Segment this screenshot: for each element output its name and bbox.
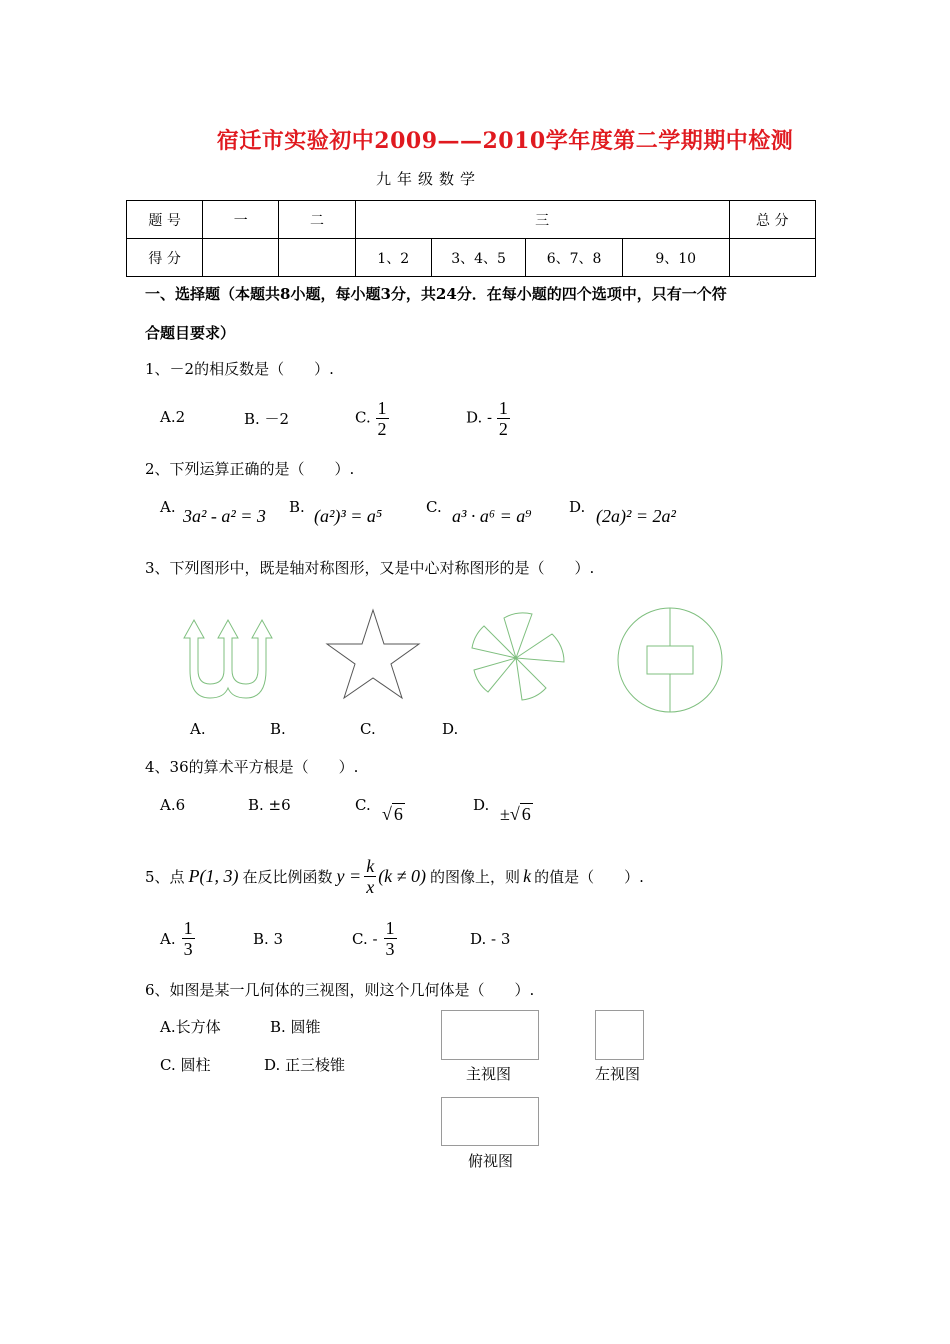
cell-score-1: [203, 239, 279, 277]
score-table: [126, 200, 816, 277]
radicand: 6: [521, 804, 531, 824]
q5-option-d: D. - 3: [470, 930, 511, 948]
section-heading-line2: 合题目要求）: [145, 324, 236, 342]
q5-stem-mid: 在反比例函数: [242, 868, 333, 886]
q5-stem: [145, 856, 644, 897]
cell-part-4: 9、10: [622, 239, 729, 277]
q3-label-c: C.: [360, 720, 376, 738]
q1-option-c-fraction: [376, 398, 389, 439]
q2-option-a-expr: 3a² - a² = 3: [183, 506, 266, 526]
q2-stem: 2、下列运算正确的是（ ）.: [145, 460, 355, 478]
section-heading-line1: 一、选择题（本题共8小题，每小题3分，共24分．在每小题的四个选项中，只有一个符: [145, 285, 727, 303]
q5-stem-post: 的值是（ ）.: [534, 868, 644, 886]
q1-option-d: [466, 398, 510, 439]
q5-point: P(1, 3): [188, 866, 239, 886]
top-view-label: 俯视图: [468, 1152, 514, 1170]
cell-total: 总 分: [729, 201, 815, 239]
q2-option-c-label: C.: [426, 498, 442, 516]
cell-section-2: 二: [279, 201, 355, 239]
q5-option-c: [352, 918, 397, 959]
q6-option-d: D. 正三棱锥: [264, 1056, 346, 1074]
q4-option-c-sqrt: √ 6: [382, 804, 403, 824]
q3-label-d: D.: [442, 720, 459, 738]
q5-option-c-fraction: [384, 918, 397, 959]
score-table-score-row: [127, 239, 816, 277]
front-view-rectangle: [441, 1010, 539, 1060]
q1-option-d-fraction: [497, 398, 510, 439]
q6-option-c: C. 圆柱: [160, 1056, 211, 1074]
q1-option-c-label: C.: [355, 408, 371, 427]
q5-option-a-label: A.: [160, 929, 176, 948]
q2-option-c-expr: a³ · a⁶ = a⁹: [452, 506, 532, 526]
left-view-label: 左视图: [595, 1065, 641, 1083]
q5-k: k: [523, 866, 532, 886]
q5-func-fraction: [364, 856, 376, 897]
figure-b-star-icon: [327, 610, 419, 698]
q4-option-d-label: D.: [473, 796, 490, 814]
figure-a-arrows-icon: [184, 620, 272, 698]
frac-numerator: 1: [498, 398, 508, 418]
q2-option-d-label: D.: [569, 498, 586, 516]
q6-stem: 6、如图是某一几何体的三视图，则这个几何体是（ ）.: [145, 981, 535, 999]
cell-part-3: 6、7、8: [526, 239, 623, 277]
frac-denominator: x: [366, 877, 375, 897]
score-table-header-row: [127, 201, 816, 239]
q5-option-b: B. 3: [253, 930, 284, 948]
cell-score-total: [729, 239, 815, 277]
cell-section-3: 三: [355, 201, 729, 239]
q2-option-a-label: A.: [160, 498, 176, 516]
frac-denominator: 3: [183, 939, 193, 959]
q3-label-a: A.: [190, 720, 206, 738]
radicand: 6: [393, 804, 403, 824]
exam-title: 宿迁市实验初中2009——2010学年度第二学期期中检测: [216, 128, 794, 154]
cell-score-label: 得 分: [127, 239, 203, 277]
q1-option-a: A.2: [160, 408, 186, 426]
cell-part-1: 1、2: [355, 239, 431, 277]
cell-section-1: 一: [203, 201, 279, 239]
q2-option-b-expr: (a²)³ = a⁵: [314, 506, 383, 526]
q6-option-b: B. 圆锥: [270, 1018, 321, 1036]
q1-option-c: [355, 398, 389, 439]
q1-option-d-label: D. -: [466, 408, 493, 427]
q5-option-a: [160, 918, 195, 959]
cell-score-2: [279, 239, 355, 277]
q3-label-b: B.: [270, 720, 286, 738]
top-view-rectangle: [441, 1097, 539, 1146]
q4-option-b: B. ±6: [248, 796, 291, 814]
q5-func-lhs: y =: [336, 866, 362, 886]
left-view-square: [595, 1010, 644, 1060]
q1-stem: 1、－2的相反数是（ ）.: [145, 360, 334, 378]
q2-option-d-expr: (2a)² = 2a²: [596, 506, 676, 526]
q6-option-a: A.长方体: [160, 1018, 221, 1036]
cell-question-number: 题 号: [127, 201, 203, 239]
q1-option-b: B. －2: [244, 410, 290, 428]
frac-numerator: k: [366, 856, 375, 876]
q3-stem: 3、下列图形中，既是轴对称图形，又是中心对称图形的是（ ）.: [145, 559, 595, 577]
q4-option-a: A.6: [160, 796, 186, 814]
q4-option-c-label: C.: [355, 796, 371, 814]
q5-option-c-label: C. -: [352, 929, 378, 948]
q2-option-b-label: B.: [289, 498, 305, 516]
q3-figures: [170, 600, 740, 720]
figure-d-circle-icon: [618, 608, 722, 712]
q4-option-d-sqrt: ±√ 6: [500, 804, 531, 824]
q5-func-cond: (k ≠ 0): [378, 866, 427, 886]
frac-numerator: 1: [385, 918, 395, 938]
cell-part-2: 3、4、5: [431, 239, 526, 277]
frac-denominator: 3: [385, 939, 395, 959]
frac-denominator: 2: [377, 419, 387, 439]
q4-stem: 4、36的算术平方根是（ ）.: [145, 758, 359, 776]
q5-stem-pre: 5、点: [145, 868, 185, 886]
frac-numerator: 1: [377, 398, 387, 418]
q5-option-a-fraction: [182, 918, 195, 959]
figure-c-pinwheel-icon: [472, 613, 564, 700]
exam-subtitle: 九年级数学: [376, 170, 482, 188]
frac-denominator: 2: [498, 419, 508, 439]
plus-minus: ±: [500, 804, 510, 824]
front-view-label: 主视图: [466, 1065, 512, 1083]
frac-numerator: 1: [183, 918, 193, 938]
q5-stem-mid2: 的图像上，则: [430, 868, 521, 886]
